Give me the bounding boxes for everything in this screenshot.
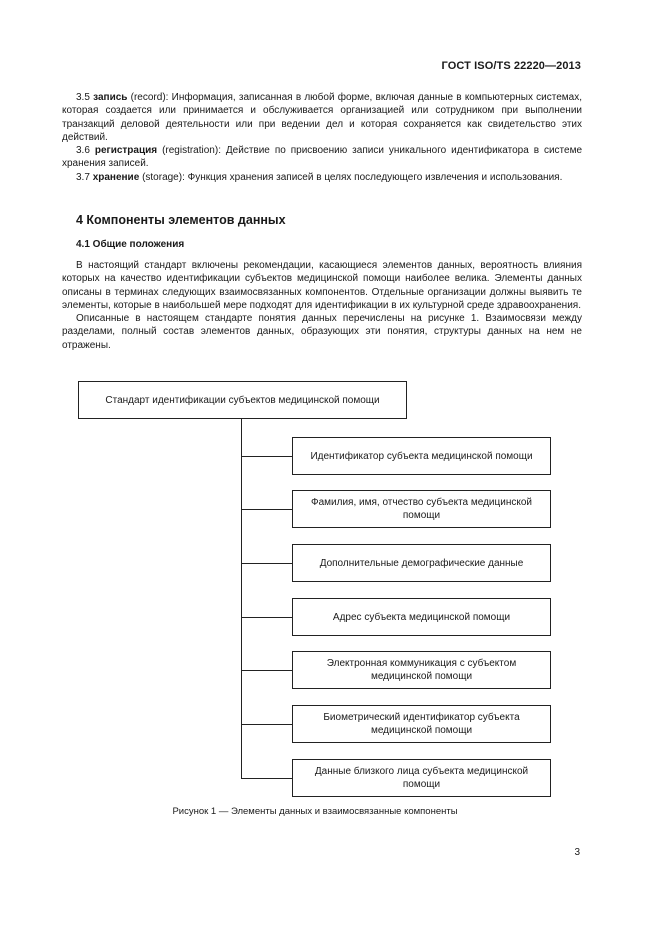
- diagram-child-box: Идентификатор субъекта медицинской помощи: [292, 437, 551, 475]
- definition-3-6: 3.6 регистрация (registration): Действие по присвоению записи уникального идентификатора в системе хранения записей.: [62, 145, 583, 170]
- subsection-heading: 4.1 Общие положения: [76, 239, 185, 250]
- connector-branch: [241, 617, 292, 618]
- connector-branch: [241, 509, 292, 510]
- connector-branch: [241, 778, 292, 779]
- section-body: [62, 259, 582, 352]
- paragraph: Описанные в настоящем стандарте понятия данных перечислены на рисунке 1. Взаимосвязи между разделами, полный состав элементов данных, образующих эти понятия, структуры данных на нем не отражены.: [62, 313, 582, 351]
- document-header: ГОСТ ISO/TS 22220—2013: [441, 60, 581, 72]
- diagram-child-box: Данные близкого лица субъекта медицинской помощи: [292, 759, 551, 797]
- page-number: 3: [574, 847, 580, 858]
- paragraph: В настоящий стандарт включены рекомендации, касающиеся элементов данных, вероятность влияния которых на качество идентификации субъектов медицинской помощи наиболее велика. Элементы данных описаны в терминах следующих взаимосвязанных компонентов. Отдельные организации должны выявить те элементы, которые в наибольшей мере подходят для идентификации в их культурной среде здравоохранения.: [62, 260, 582, 311]
- diagram-root-box: Стандарт идентификации субъектов медицинской помощи: [78, 381, 407, 419]
- diagram-child-box: Адрес субъекта медицинской помощи: [292, 598, 551, 636]
- definition-3-7: 3.7 хранение (storage): Функция хранения записей в целях последующего извлечения и использования.: [76, 171, 563, 183]
- diagram-child-box: Электронная коммуникация с субъектом медицинской помощи: [292, 651, 551, 689]
- diagram-child-box: Фамилия, имя, отчество субъекта медицинской помощи: [292, 490, 551, 528]
- definitions-block: [62, 91, 582, 184]
- definition-3-5: 3.5 запись (record): Информация, записанная в любой форме, включая данные в компьютерных системах, которая создается или принимается и обслуживается организацией или сотрудником при выполнении транзакций деловой деятельности или при ведении дел и которая сохраняется как свидетельство этих действий.: [62, 92, 582, 143]
- diagram-child-box: Дополнительные демографические данные: [292, 544, 551, 582]
- connector-branch: [241, 724, 292, 725]
- connector-branch: [241, 563, 292, 564]
- connector-branch: [241, 670, 292, 671]
- diagram-child-box: Биометрический идентификатор субъекта медицинской помощи: [292, 705, 551, 743]
- section-heading: 4 Компоненты элементов данных: [76, 213, 286, 227]
- figure-caption: Рисунок 1 — Элементы данных и взаимосвязанные компоненты: [172, 806, 458, 817]
- connector-branch: [241, 456, 292, 457]
